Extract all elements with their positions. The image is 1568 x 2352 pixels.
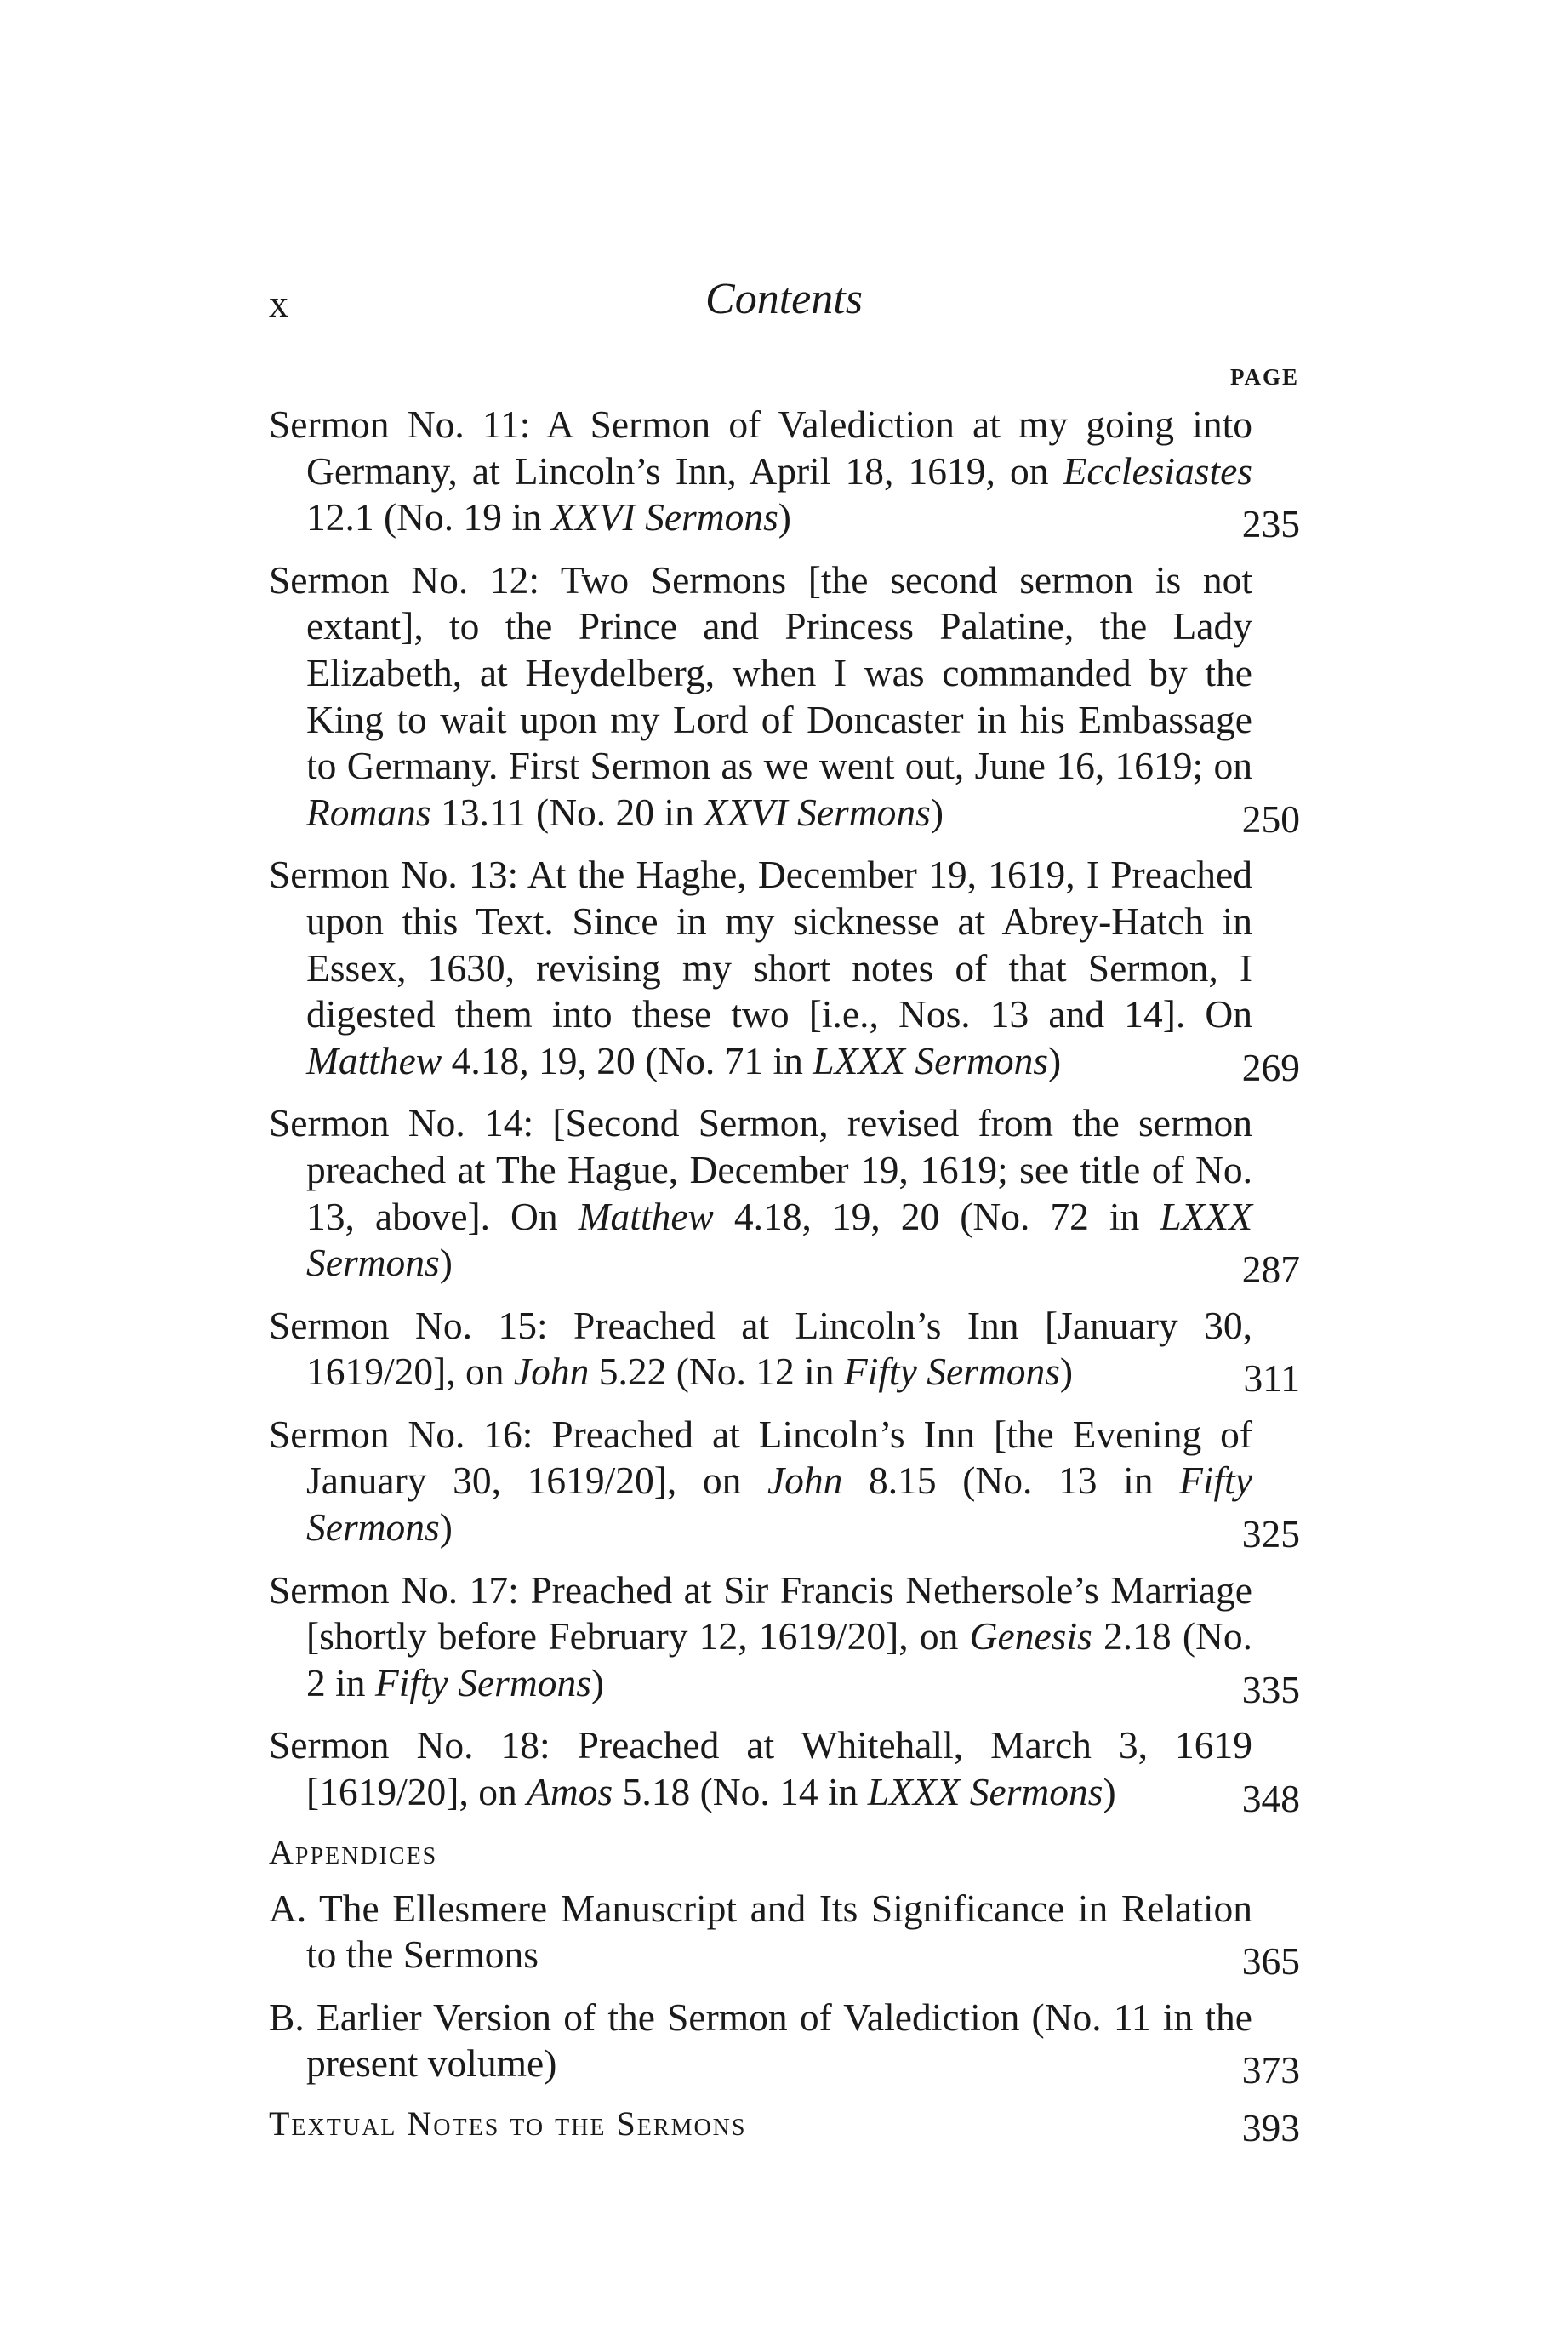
toc-entry-sermon-13[interactable] xyxy=(269,852,1300,1089)
toc-entry-sermon-18[interactable] xyxy=(269,1722,1300,1821)
page-title: Contents xyxy=(705,275,863,323)
toc-page-number: 335 xyxy=(1241,1667,1300,1711)
toc-entry-text: Sermon No. 14: [Second Sermon, revised from the sermon preached at The Hague, December 19, 1619; see title of No. 13, above]. On Matthew 4.18, 19, 20 (No. 72 in LXXX Sermons) xyxy=(269,1101,1252,1285)
toc-entry-appendix-b[interactable] xyxy=(269,1995,1300,2092)
toc-entry-text: A. The Ellesmere Manuscript and Its Significance in Relation to the Sermons xyxy=(269,1886,1252,1977)
toc-page-number: 311 xyxy=(1243,1356,1300,1401)
toc-entry-sermon-14[interactable] xyxy=(269,1100,1300,1292)
toc-entry-sermon-15[interactable] xyxy=(269,1303,1300,1401)
toc-page-number: 287 xyxy=(1241,1247,1300,1292)
toc-entry-appendix-a[interactable] xyxy=(269,1886,1300,1984)
toc-page-number: 235 xyxy=(1241,502,1300,546)
page-column-label: PAGE xyxy=(1230,364,1299,390)
toc-page-number: 348 xyxy=(1241,1777,1300,1821)
toc-entry-text: Sermon No. 18: Preached at Whitehall, March 3, 1619 [1619/20], on Amos 5.18 (No. 14 in LXXX Sermons) xyxy=(269,1723,1252,1814)
page-number: x xyxy=(269,282,289,325)
toc-entry-text: Textual Notes to the Sermons xyxy=(269,2104,747,2143)
toc-entry-sermon-17[interactable] xyxy=(269,1567,1300,1711)
toc-page-number: 250 xyxy=(1241,796,1300,841)
toc-entry-text: B. Earlier Version of the Sermon of Valediction (No. 11 in the present volume) xyxy=(269,1995,1252,2086)
table-of-contents xyxy=(269,402,1300,2149)
toc-entry-text: Sermon No. 15: Preached at Lincoln’s Inn [January 30, 1619/20], on John 5.22 (No. 12 in Fifty Sermons) xyxy=(269,1303,1252,1394)
toc-page-number: 325 xyxy=(1241,1512,1300,1556)
toc-entry-text: Sermon No. 12: Two Sermons [the second sermon is not extant], to the Prince and Princess Palatine, the Lady Elizabeth, at Heydelberg, when I was commanded by the King to wait upon my Lord of Doncaster in his Embassage to Germany. First Sermon as we went out, June 16, 1619; on Romans 13.11 (No. 20 in XXVI Sermons) xyxy=(269,557,1252,834)
appendices-heading: Appendices xyxy=(269,1832,438,1871)
toc-entry-sermon-12[interactable] xyxy=(269,557,1300,841)
toc-entry-textual-notes[interactable] xyxy=(269,2104,1300,2149)
toc-entry-sermon-16[interactable] xyxy=(269,1412,1300,1556)
toc-page-number: 269 xyxy=(1241,1045,1300,1089)
toc-page-number: 373 xyxy=(1241,2048,1300,2092)
toc-page-number: 393 xyxy=(1241,2106,1300,2149)
toc-entry-sermon-11[interactable] xyxy=(269,402,1300,546)
toc-entry-text: Sermon No. 17: Preached at Sir Francis Nethersole’s Marriage [shortly before February 12, 1619/20], on Genesis 2.18 (No. 2 in Fifty Sermons) xyxy=(269,1567,1252,1704)
toc-entry-text: Sermon No. 16: Preached at Lincoln’s Inn [the Evening of January 30, 1619/20], on John 8.15 (No. 13 in Fifty Sermons) xyxy=(269,1412,1252,1550)
toc-page-number: 365 xyxy=(1241,1939,1300,1984)
toc-entry-text: Sermon No. 11: A Sermon of Valediction at my going into Germany, at Lincoln’s Inn, April 18, 1619, on Ecclesiastes 12.1 (No. 19 in XXVI Sermons) xyxy=(269,402,1252,539)
toc-entry-text: Sermon No. 13: At the Haghe, December 19, 1619, I Preached upon this Text. Since in my sicknesse at Abrey-Hatch in Essex, 1630, revising my short notes of that Sermon, I digested them into these two [i.e., Nos. 13 and 14]. On Matthew 4.18, 19, 20 (No. 71 in LXXX Sermons) xyxy=(269,853,1252,1082)
